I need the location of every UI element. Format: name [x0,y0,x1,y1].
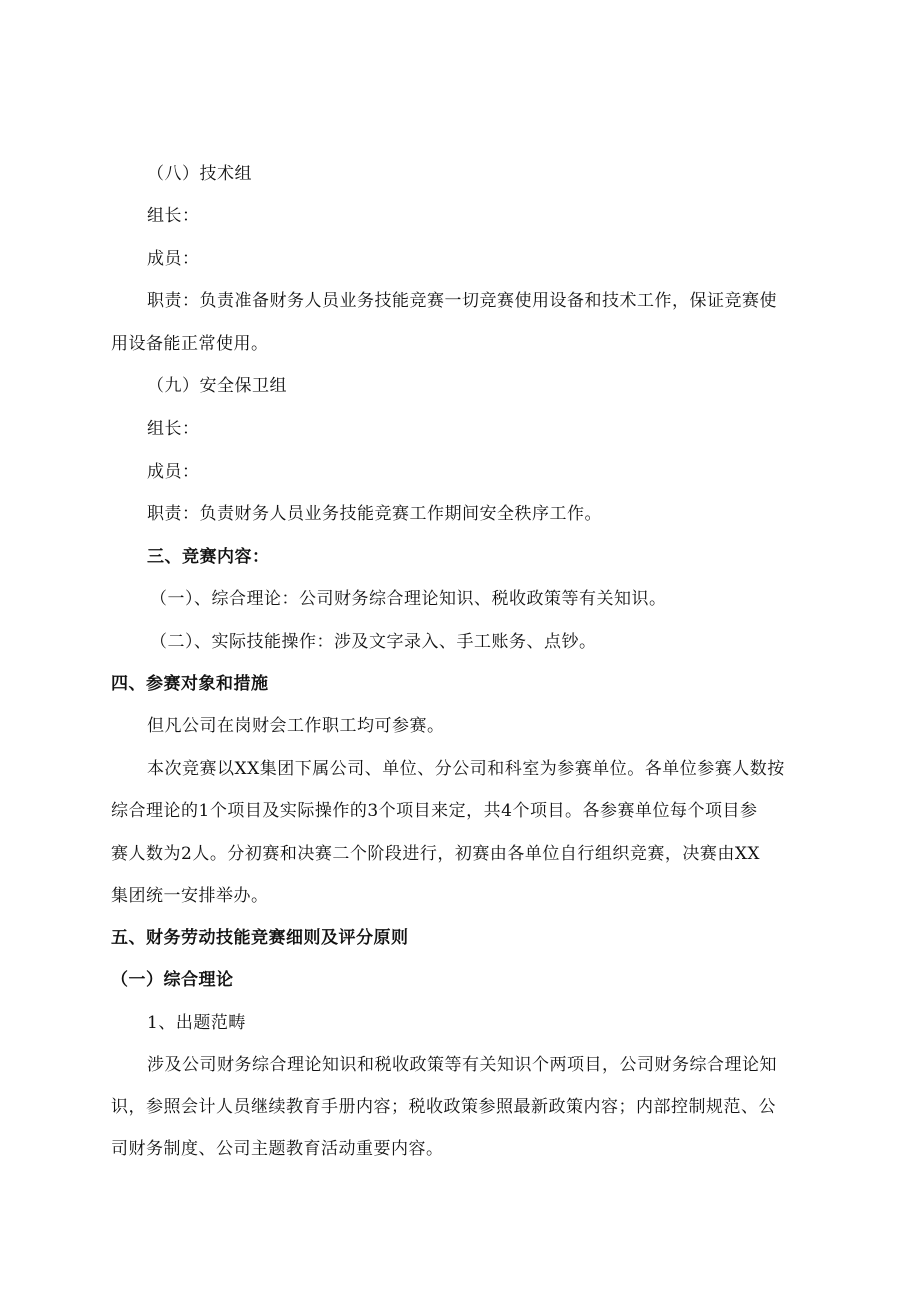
item-question-scope: 1、出题范畴 [147,1013,246,1033]
participants-paragraph-line-3: 赛人数为2人。分初赛和决赛二个阶段进行，初赛由各单位自行组织竞赛，决赛由XX [111,844,761,864]
security-group-duties: 职责：负责财务人员业务技能竞赛工作期间安全秩序工作。 [147,504,602,524]
content-item-theory: （一）、综合理论：公司财务综合理论知识、税收政策等有关知识。 [150,589,667,609]
scope-paragraph-line-1: 涉及公司财务综合理论知识和税收政策等有关知识个两项目，公司财务综合理论知 [147,1055,777,1075]
section-heading-technical-group: （八）技术组 [147,164,252,184]
participants-paragraph-line-2: 综合理论的1个项目及实际操作的3个项目来定，共4个项目。各参赛单位每个项目参 [111,801,758,821]
participants-paragraph-line-4: 集团统一安排举办。 [111,886,269,906]
scope-paragraph-line-3: 司财务制度、公司主题教育活动重要内容。 [111,1139,444,1159]
heading-rules-and-scoring: 五、财务劳动技能竞赛细则及评分原则 [111,928,409,948]
participants-paragraph-line-1: 本次竞赛以XX集团下属公司、单位、分公司和科室为参赛单位。各单位参赛人数按 [147,759,785,779]
section-heading-security-group: （九）安全保卫组 [147,376,287,396]
scope-paragraph-line-2: 识，参照会计人员继续教育手册内容；税收政策参照最新政策内容；内部控制规范、公 [111,1097,776,1117]
technical-group-duties-cont: 用设备能正常使用。 [111,334,269,354]
heading-competition-content: 三、竞赛内容： [147,547,270,567]
security-group-leader: 组长： [147,419,200,439]
participants-eligibility: 但凡公司在岗财会工作职工均可参赛。 [147,716,445,736]
subheading-comprehensive-theory: （一）综合理论 [111,970,234,990]
security-group-members: 成员： [147,462,200,482]
content-item-practical: （二）、实际技能操作：涉及文字录入、手工账务、点钞。 [150,632,597,652]
heading-participants: 四、参赛对象和措施 [111,674,269,694]
technical-group-leader: 组长： [147,206,200,226]
technical-group-duties: 职责：负责准备财务人员业务技能竞赛一切竞赛使用设备和技术工作，保证竞赛使 [147,291,777,311]
technical-group-members: 成员： [147,249,200,269]
